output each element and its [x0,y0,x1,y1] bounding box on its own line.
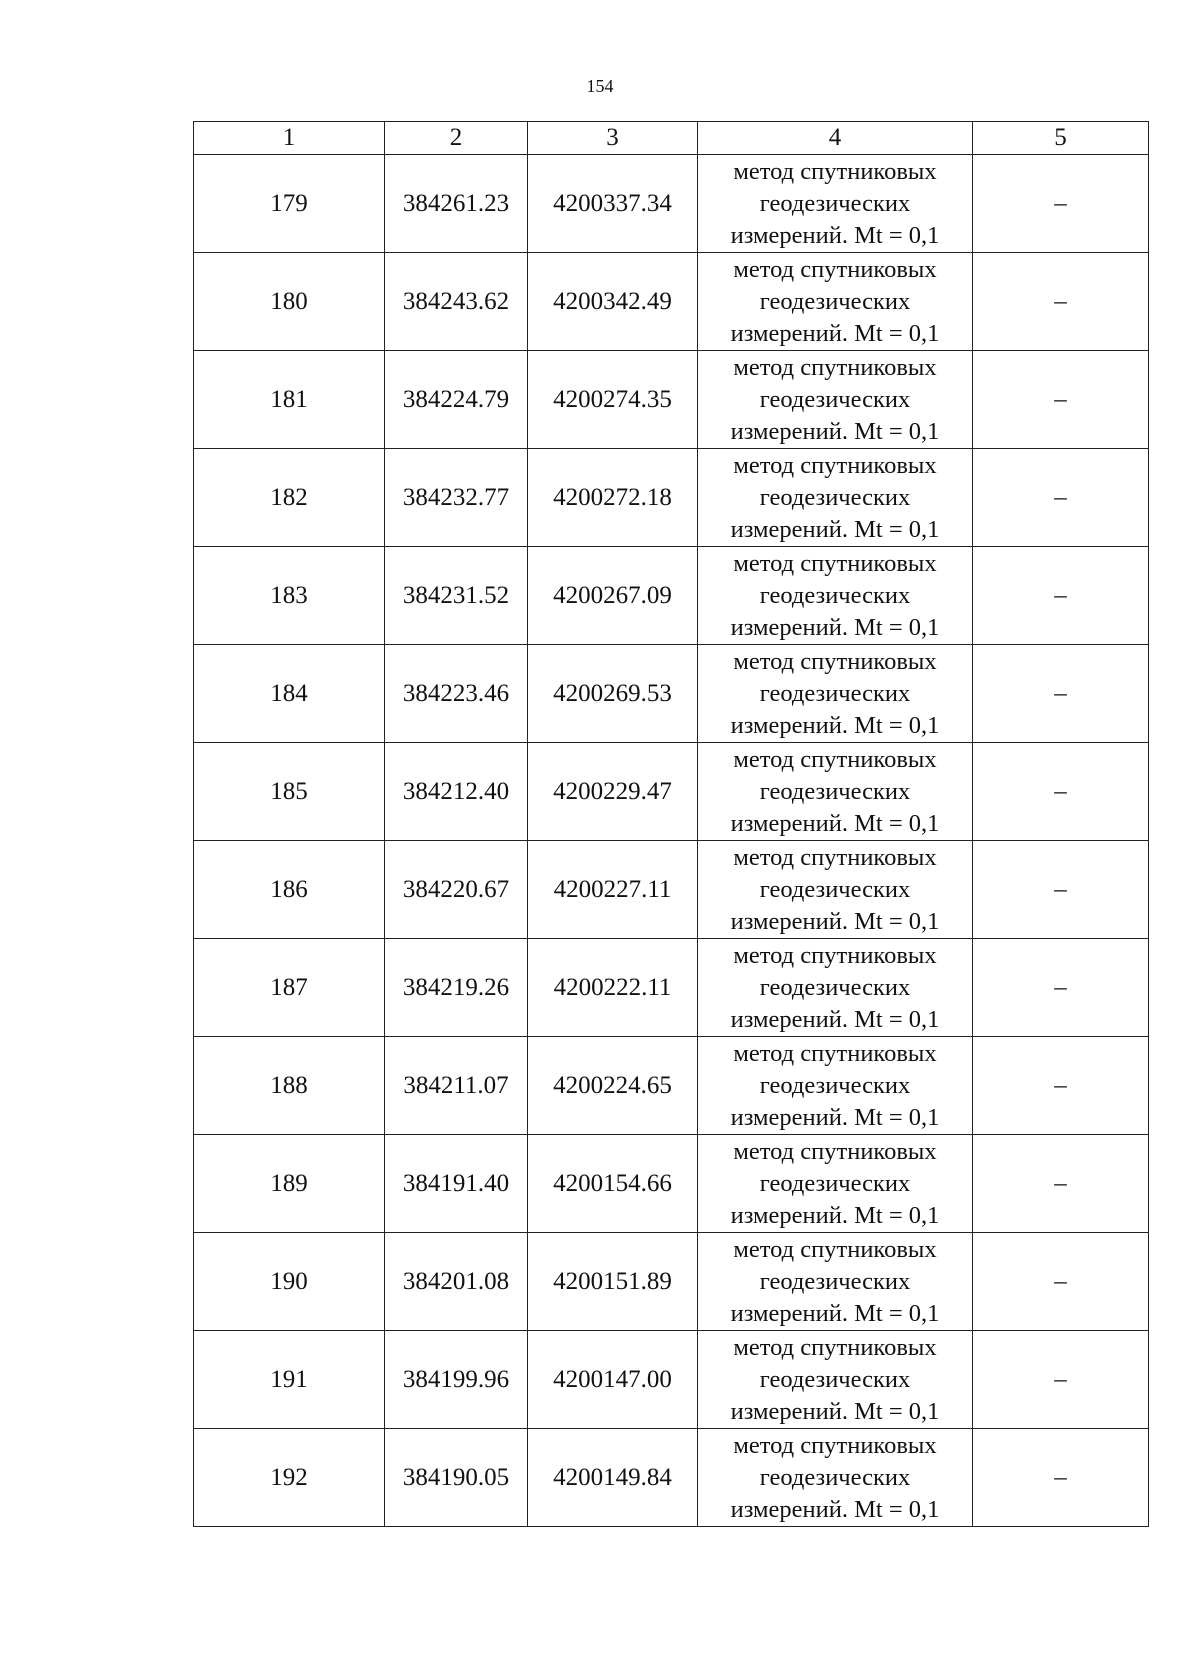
point-number-cell: 190 [194,1233,385,1331]
y-coordinate-cell: 4200222.11 [528,939,698,1037]
x-coordinate-cell: 384220.67 [385,841,528,939]
method-line: геодезических [759,875,911,903]
method-cell [698,1331,973,1429]
method-line: геодезических [759,1267,911,1295]
method-line: метод спутниковых [733,1137,937,1165]
table-row [194,351,1149,449]
method-line: измерений. Mt = 0,1 [730,417,940,445]
method-line: измерений. Mt = 0,1 [730,613,940,641]
method-line: геодезических [759,1463,911,1491]
note-cell: – [973,1429,1149,1527]
note-cell: – [973,1135,1149,1233]
y-coordinate-cell: 4200147.00 [528,1331,698,1429]
header-row [194,122,1149,155]
y-coordinate-cell: 4200149.84 [528,1429,698,1527]
x-coordinate-cell: 384243.62 [385,253,528,351]
note-cell: – [973,841,1149,939]
method-line: измерений. Mt = 0,1 [730,907,940,935]
method-line: геодезических [759,1071,911,1099]
method-line: геодезических [759,483,911,511]
table-body [194,155,1149,1527]
point-number-cell: 181 [194,351,385,449]
method-line: геодезических [759,1169,911,1197]
y-coordinate-cell: 4200337.34 [528,155,698,253]
method-line: метод спутниковых [733,647,937,675]
method-cell [698,155,973,253]
method-line: метод спутниковых [733,549,937,577]
method-line: геодезических [759,973,911,1001]
y-coordinate-cell: 4200342.49 [528,253,698,351]
method-line: измерений. Mt = 0,1 [730,515,940,543]
y-coordinate-cell: 4200267.09 [528,547,698,645]
x-coordinate-cell: 384261.23 [385,155,528,253]
method-line: измерений. Mt = 0,1 [730,319,940,347]
y-coordinate-cell: 4200272.18 [528,449,698,547]
note-cell: – [973,449,1149,547]
note-cell: – [973,155,1149,253]
column-header-5: 5 [973,122,1149,155]
table-row [194,155,1149,253]
note-cell: – [973,939,1149,1037]
point-number-cell: 182 [194,449,385,547]
method-line: метод спутниковых [733,843,937,871]
method-cell [698,253,973,351]
note-cell: – [973,253,1149,351]
x-coordinate-cell: 384199.96 [385,1331,528,1429]
point-number-cell: 184 [194,645,385,743]
x-coordinate-cell: 384191.40 [385,1135,528,1233]
method-cell [698,1135,973,1233]
x-coordinate-cell: 384201.08 [385,1233,528,1331]
table-row [194,1331,1149,1429]
method-cell [698,1233,973,1331]
point-number-cell: 180 [194,253,385,351]
note-cell: – [973,1233,1149,1331]
x-coordinate-cell: 384219.26 [385,939,528,1037]
point-number-cell: 179 [194,155,385,253]
table-row [194,449,1149,547]
method-line: метод спутниковых [733,1039,937,1067]
coordinates-table [193,121,1149,1527]
table-row [194,1233,1149,1331]
point-number-cell: 188 [194,1037,385,1135]
table-row [194,645,1149,743]
table-row [194,547,1149,645]
method-line: метод спутниковых [733,451,937,479]
method-cell [698,1037,973,1135]
method-line: измерений. Mt = 0,1 [730,711,940,739]
column-header-2: 2 [385,122,528,155]
column-header-1: 1 [194,122,385,155]
method-cell [698,743,973,841]
x-coordinate-cell: 384190.05 [385,1429,528,1527]
method-line: измерений. Mt = 0,1 [730,809,940,837]
x-coordinate-cell: 384231.52 [385,547,528,645]
x-coordinate-cell: 384224.79 [385,351,528,449]
method-line: измерений. Mt = 0,1 [730,1495,940,1523]
table-row [194,939,1149,1037]
method-line: измерений. Mt = 0,1 [730,1005,940,1033]
note-cell: – [973,1331,1149,1429]
table-row [194,743,1149,841]
note-cell: – [973,351,1149,449]
point-number-cell: 186 [194,841,385,939]
method-line: метод спутниковых [733,255,937,283]
y-coordinate-cell: 4200154.66 [528,1135,698,1233]
note-cell: – [973,645,1149,743]
x-coordinate-cell: 384211.07 [385,1037,528,1135]
point-number-cell: 192 [194,1429,385,1527]
column-header-4: 4 [698,122,973,155]
method-line: геодезических [759,287,911,315]
table-header [194,122,1149,155]
y-coordinate-cell: 4200274.35 [528,351,698,449]
y-coordinate-cell: 4200227.11 [528,841,698,939]
point-number-cell: 187 [194,939,385,1037]
method-line: метод спутниковых [733,157,937,185]
x-coordinate-cell: 384223.46 [385,645,528,743]
method-line: метод спутниковых [733,745,937,773]
method-cell [698,841,973,939]
method-cell [698,547,973,645]
table-row [194,1429,1149,1527]
x-coordinate-cell: 384232.77 [385,449,528,547]
point-number-cell: 189 [194,1135,385,1233]
y-coordinate-cell: 4200224.65 [528,1037,698,1135]
point-number-cell: 185 [194,743,385,841]
method-cell [698,645,973,743]
method-line: геодезических [759,1365,911,1393]
y-coordinate-cell: 4200151.89 [528,1233,698,1331]
page-number: 154 [586,76,614,96]
method-line: измерений. Mt = 0,1 [730,1201,940,1229]
note-cell: – [973,547,1149,645]
method-cell [698,939,973,1037]
point-number-cell: 183 [194,547,385,645]
method-line: геодезических [759,777,911,805]
method-line: измерений. Mt = 0,1 [730,1397,940,1425]
method-line: измерений. Mt = 0,1 [730,221,940,249]
method-line: геодезических [759,189,911,217]
column-header-3: 3 [528,122,698,155]
x-coordinate-cell: 384212.40 [385,743,528,841]
method-line: метод спутниковых [733,1235,937,1263]
method-line: геодезических [759,581,911,609]
note-cell: – [973,743,1149,841]
point-number-cell: 191 [194,1331,385,1429]
note-cell: – [973,1037,1149,1135]
table-row [194,1037,1149,1135]
method-line: измерений. Mt = 0,1 [730,1299,940,1327]
y-coordinate-cell: 4200269.53 [528,645,698,743]
table-row [194,1135,1149,1233]
method-line: метод спутниковых [733,353,937,381]
y-coordinate-cell: 4200229.47 [528,743,698,841]
method-line: геодезических [759,679,911,707]
table-row [194,841,1149,939]
method-line: измерений. Mt = 0,1 [730,1103,940,1131]
method-line: метод спутниковых [733,1333,937,1361]
table-row [194,253,1149,351]
method-cell [698,1429,973,1527]
method-line: метод спутниковых [733,1431,937,1459]
method-line: метод спутниковых [733,941,937,969]
method-cell [698,351,973,449]
method-cell [698,449,973,547]
method-line: геодезических [759,385,911,413]
